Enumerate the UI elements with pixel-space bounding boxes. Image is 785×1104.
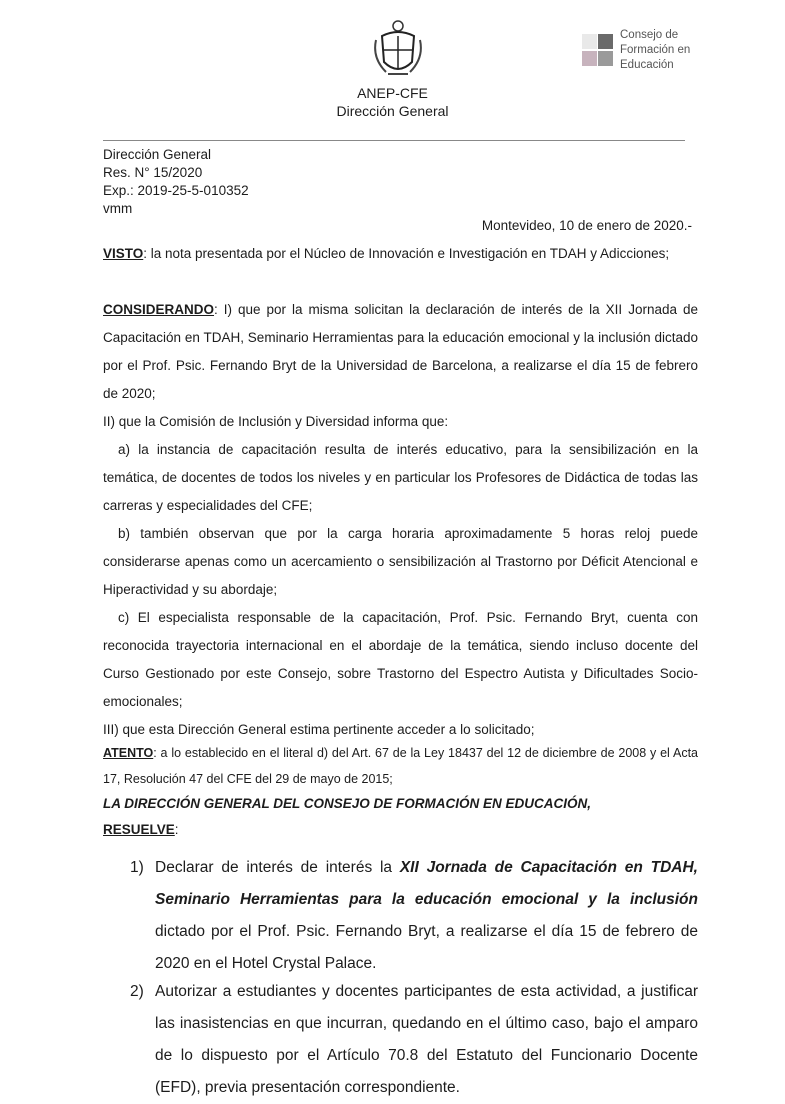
- resuelve-keyword: RESUELVE: [103, 822, 175, 837]
- considerando-b: b) también observan que por la carga horaria aproximadamente 5 horas reloj puede considerarse apenas como un acercamiento o sensibilización al Trastorno por Déficit Atencional e Hiperactividad y su abordaje;: [103, 526, 698, 597]
- considerando-paragraph: [103, 296, 698, 408]
- visto-paragraph: [103, 240, 698, 268]
- atento-paragraph: [103, 740, 698, 792]
- header-org: ANEP-CFE: [357, 85, 428, 101]
- item-1-pre: Declarar de interés de interés la: [155, 859, 400, 876]
- considerando-iii: III) que esta Dirección General estima pertinente acceder a lo solicitado;: [103, 722, 535, 737]
- document-date: Montevideo, 10 de enero de 2020.-: [481, 218, 692, 233]
- atento-keyword: ATENTO: [103, 746, 154, 760]
- item-1-number: 1): [130, 859, 144, 876]
- resolution-item-1: [155, 852, 698, 980]
- considerando-c: c) El especialista responsable de la capacitación, Prof. Psic. Fernando Bryt, cuenta con reconocida trayectoria internacional en el abordaje de la temática, siendo incluso docente del Curso Gestionado por este Consejo, sobre Trastorno del Espectro Autista y Dificultades Socio-emocionales;: [103, 610, 698, 709]
- meta-line-4: vmm: [103, 201, 133, 216]
- atento-text: : a lo establecido en el literal d) del Art. 67 de la Ley 18437 del 12 de diciembre de 2008 y el Acta 17, Resolución 47 del CFE del 29 de mayo de 2015;: [103, 746, 698, 786]
- logo-line-3: Educación: [620, 59, 674, 71]
- item-1-bold: XII Jornada de Capacitación en TDAH, Seminario Herramientas para la educación emocional y la inclusión: [155, 859, 698, 908]
- meta-line-1: Dirección General: [103, 147, 212, 162]
- visto-text: : la nota presentada por el Núcleo de Innovación e Investigación en TDAH y Adicciones;: [143, 246, 670, 261]
- logo-line-2: Formación en: [620, 44, 691, 56]
- header-divider: [103, 140, 685, 141]
- coat-of-arms-logo: [372, 18, 424, 84]
- meta-line-3: Exp.: 2019-25-5-010352: [103, 183, 249, 198]
- logo-line-1: Consejo de: [620, 29, 679, 41]
- visto-keyword: VISTO: [103, 246, 144, 261]
- meta-line-2: Res. N° 15/2020: [103, 165, 203, 180]
- resuelve-heading: [103, 822, 179, 837]
- header-dept: Dirección General: [336, 103, 449, 119]
- considerando-text: : I) que por la misma solicitan la declaración de interés de la XII Jornada de Capacitación en TDAH, Seminario Herramientas para la educación emocional y la inclusión dictado por el Prof. Psic. Fernando Bryt de la Universidad de Barcelona, a realizarse el día 15 de febrero de 2020;: [103, 302, 698, 401]
- considerando-ii: II) que la Comisión de Inclusión y Diversidad informa que:: [103, 414, 449, 429]
- resuelve-colon: :: [174, 822, 179, 837]
- item-2-number: 2): [130, 983, 144, 1000]
- item-1-post: dictado por el Prof. Psic. Fernando Bryt, a realizarse el día 15 de febrero de 2020 en el Hotel Crystal Palace.: [155, 923, 698, 972]
- cfe-logo: [572, 24, 722, 80]
- resolution-item-2: Autorizar a estudiantes y docentes participantes de esta actividad, a justificar las inasistencias en que incurran, quedando en el último caso, bajo el amparo de lo dispuesto por el Artículo 70.8 del Estatuto del Funcionario Docente (EFD), previa presentación correspondiente.: [155, 983, 698, 1096]
- considerando-a: a) la instancia de capacitación resulta de interés educativo, para la sensibilización en la temática, de docentes de todos los niveles y en particular los Profesores de Didáctica de todas las carreras y especialidades del CFE;: [103, 442, 698, 513]
- resolution-title: LA DIRECCIÓN GENERAL DEL CONSEJO DE FORMACIÓN EN EDUCACIÓN,: [103, 796, 592, 811]
- considerando-keyword: CONSIDERANDO: [103, 302, 215, 317]
